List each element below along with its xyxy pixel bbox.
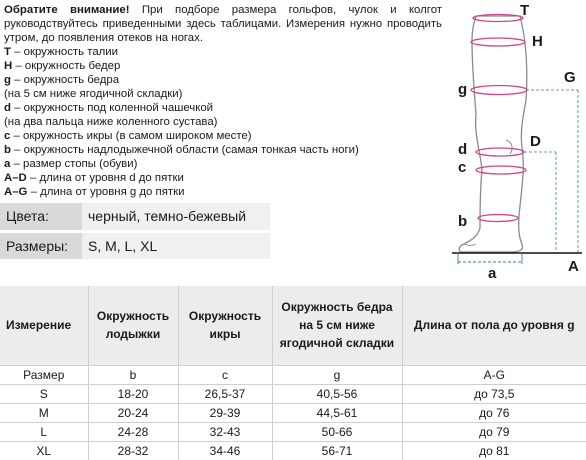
notice-text: При подборе размера гольфов, чулок и колгот руководствуйтесь приведенными здесь таблицами. Измерения нужно проводить утром, до появления отеков на ногах. — [4, 4, 442, 44]
legend-key: g — [4, 74, 11, 86]
label-d: d — [458, 141, 468, 158]
label-g: g — [458, 81, 468, 98]
legend-desc: – окружность бедра — [10, 74, 120, 86]
table-cell: M — [0, 403, 88, 422]
notice-title: Обратите внимание! — [4, 4, 130, 16]
header-ankle: Окружность лодыжки — [88, 286, 178, 365]
info-table — [0, 203, 270, 259]
sizes-label: Размеры: — [0, 231, 82, 259]
table-cell: c — [178, 365, 272, 384]
table-cell: 56-71 — [272, 441, 402, 460]
legend-desc: – длина от уровня g до пятки — [27, 186, 185, 198]
table-cell: g — [272, 365, 402, 384]
header-measurement: Измерение — [0, 286, 88, 365]
label-b: b — [458, 213, 468, 230]
legend-desc: – окружность надлодыжечной области (самая тонкая часть ноги) — [10, 144, 359, 156]
legend-desc: – окружность икры (в самом широком месте) — [10, 130, 252, 142]
legend-item — [4, 157, 442, 171]
table-cell: 29-39 — [178, 403, 272, 422]
colors-value: черный, темно-бежевый — [82, 203, 270, 231]
legend-desc: – окружность талии — [10, 46, 119, 58]
legend-desc: – размер стопы (обуви) — [10, 158, 138, 170]
table-cell: 32-43 — [178, 422, 272, 441]
label-D: D — [530, 133, 541, 150]
table-cell: 18-20 — [88, 384, 178, 403]
table-cell: 50-66 — [272, 422, 402, 441]
legend-key: a — [4, 158, 11, 170]
header-thigh: Окружность бедра на 5 см ниже ягодичной складки — [272, 286, 402, 365]
table-cell: 24-28 — [88, 422, 178, 441]
table-cell: 40,5-56 — [272, 384, 402, 403]
legend-desc: (на два пальца ниже коленного сустава) — [4, 116, 218, 128]
legend-key: H — [4, 60, 13, 72]
table-cell: до 73,5 — [402, 384, 586, 403]
legend-desc: – окружность бедер — [12, 60, 121, 72]
header-calf: Окружность икры — [178, 286, 272, 365]
table-cell: 28-32 — [88, 441, 178, 460]
legend-desc: – окружность под коленной чашечкой — [10, 102, 214, 114]
size-table-body — [0, 365, 586, 460]
table-cell: до 76 — [402, 403, 586, 422]
notice-block — [4, 3, 442, 199]
legend-desc: – длина от уровня d до пятки — [26, 172, 184, 184]
legend-item — [4, 143, 442, 157]
legend-desc: (на 5 см ниже ягодичной складки) — [4, 88, 183, 100]
legend-item — [4, 59, 442, 73]
table-row — [0, 403, 586, 422]
table-cell: до 81 — [402, 441, 586, 460]
legend-key: d — [4, 102, 11, 114]
legend-item — [4, 73, 442, 87]
legend-key: A–D — [4, 172, 27, 184]
legend-item — [4, 129, 442, 143]
size-table-header — [0, 286, 586, 365]
legend-item — [4, 185, 442, 199]
colors-label: Цвета: — [0, 203, 82, 231]
table-cell: до 79 — [402, 422, 586, 441]
sizes-value: S, M, L, XL — [82, 231, 270, 259]
table-cell: S — [0, 384, 88, 403]
header-length: Длина от пола до уровня g — [402, 286, 586, 365]
legend-item — [4, 115, 442, 129]
table-row — [0, 365, 586, 384]
label-a: a — [488, 265, 497, 282]
leg-measurement-diagram — [446, 0, 586, 286]
label-A: A — [568, 258, 579, 275]
table-cell: A-G — [402, 365, 586, 384]
table-cell: 20-24 — [88, 403, 178, 422]
legend-item — [4, 171, 442, 185]
label-T: T — [520, 2, 530, 19]
label-G: G — [564, 69, 576, 86]
label-c: c — [458, 159, 467, 176]
table-cell: 44,5-61 — [272, 403, 402, 422]
sizes-row — [0, 231, 270, 259]
legend-key: A–G — [4, 186, 28, 198]
legend-key: T — [4, 46, 11, 58]
legend-item — [4, 87, 442, 101]
table-cell: Размер — [0, 365, 88, 384]
table-cell: b — [88, 365, 178, 384]
notice-intro — [4, 3, 442, 45]
legend-list — [4, 45, 442, 199]
table-cell: 34-46 — [178, 441, 272, 460]
table-cell: XL — [0, 441, 88, 460]
table-cell: 26,5-37 — [178, 384, 272, 403]
colors-row — [0, 203, 270, 231]
legend-key: c — [4, 130, 11, 142]
table-cell: L — [0, 422, 88, 441]
table-row — [0, 441, 586, 460]
legend-key: b — [4, 144, 11, 156]
table-row — [0, 422, 586, 441]
table-row — [0, 384, 586, 403]
label-H: H — [532, 33, 543, 50]
legend-item — [4, 101, 442, 115]
legend-item — [4, 45, 442, 59]
size-table — [0, 286, 586, 460]
